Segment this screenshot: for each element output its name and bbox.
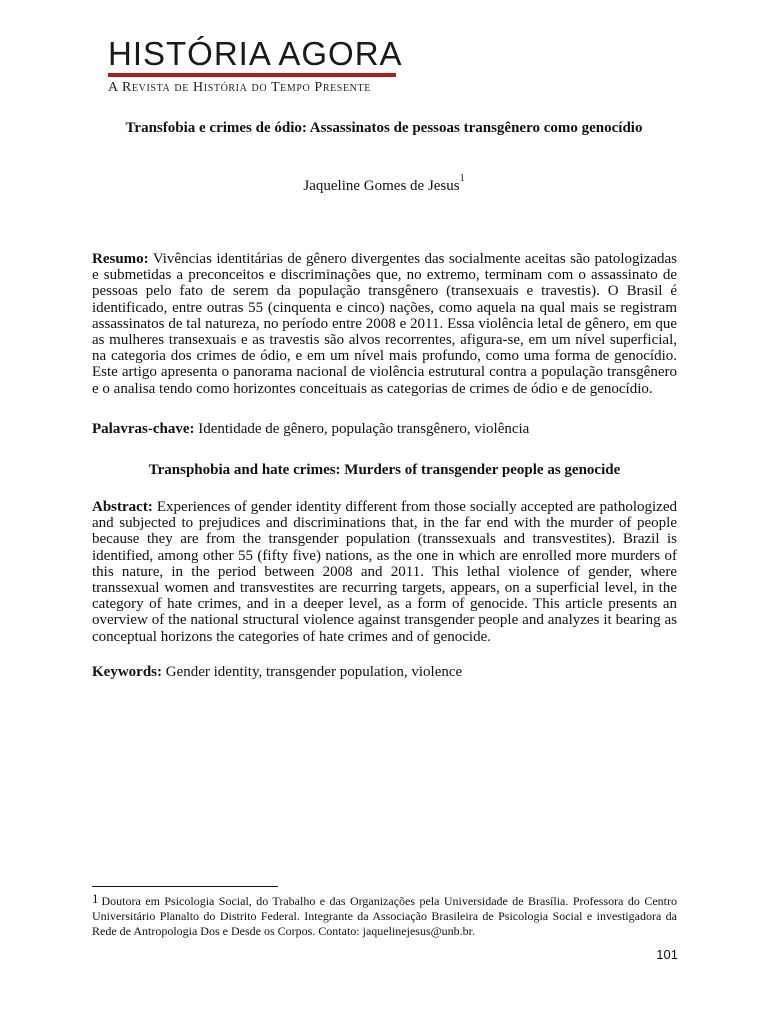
article-author — [92, 168, 676, 197]
palavras-chave-text: Identidade de gênero, população transgênero, violência — [198, 421, 530, 437]
footnote — [92, 891, 677, 939]
resumo-label: Resumo: — [92, 251, 149, 267]
footnote-marker: 1 — [92, 891, 99, 906]
footnote-text: Doutora em Psicologia Social, do Trabalho e das Organizações pela Universidade de Brasília. Professora do Centro Universitário Planalto do Distrito Federal. Integrante da Associação Brasileira de Psicologia Social e investigadora da Rede de Antropologia Dos e Desde os Corpos. Contato: jaquelinejesus@unb.br. — [92, 894, 677, 938]
abstract-paragraph — [92, 499, 677, 645]
masthead-divider — [108, 73, 396, 77]
keywords-text: Gender identity, transgender population, violence — [165, 664, 463, 680]
author-footnote-marker: 1 — [459, 173, 465, 184]
palavras-chave-label: Palavras-chave: — [92, 421, 195, 437]
author-name: Jaqueline Gomes de Jesus — [303, 178, 460, 194]
article-title-en: Transphobia and hate crimes: Murders of transgender people as genocide — [148, 462, 621, 478]
article-title-pt: Transfobia e crimes de ódio: Assassinatos de pessoas transgênero como genocídio — [125, 120, 643, 136]
keywords-line — [92, 664, 677, 680]
journal-subtitle: A Revista de História do Tempo Presente — [108, 80, 371, 95]
journal-masthead — [108, 35, 403, 96]
page-number: 101 — [656, 947, 678, 962]
resumo-paragraph — [92, 251, 677, 397]
journal-name: HISTÓRIA AGORA — [108, 35, 403, 72]
keywords-label: Keywords: — [92, 664, 162, 680]
palavras-chave-line — [92, 421, 677, 437]
abstract-text: Experiences of gender identity different from those socially accepted are pathologized and subjected to prejudices and discriminations that, in the far end with the murder of people because they are from the transgender population (transsexuals and transvestites). Brazil is identified, among other 55 (fifty five) nations, as the one in which are enrolled more murders of this nature, in the period between 2008 and 2011. This lethal violence of gender, where transsexual women and transvestites are recurring targets, appears, on a superficial level, in the category of hate crimes, and in a deeper level, as a form of genocide. This article presents an overview of the national structural violence against transgender people and analyzes it bearing as conceptual horizons the categories of hate crimes and of genocide. — [92, 499, 677, 645]
abstract-label: Abstract: — [92, 499, 153, 515]
footnote-divider — [92, 886, 278, 887]
resumo-text: Vivências identitárias de gênero divergentes das socialmente aceitas são patologizadas e submetidas a preconceitos e discriminações que, no extremo, terminam com o assassinato de pessoas pelo fato de serem da população transgênero (transexuais e travestis). O Brasil é identificado, entre outras 55 (cinquenta e cinco) nações, como aquela na qual mais se registram assassinatos de tal natureza, no período entre 2008 e 2011. Essa violência letal de gênero, em que as mulheres transexuais e as travestis são alvos recorrentes, afigura-se, em um nível superficial, na categoria dos crimes de ódio, e em um nível mais profundo, como uma forma de genocídio. Este artigo apresenta o panorama nacional de violência estrutural contra a população transgênero e o analisa tendo como horizontes conceituais as categorias de crimes de ódio e de genocídio. — [92, 251, 678, 397]
